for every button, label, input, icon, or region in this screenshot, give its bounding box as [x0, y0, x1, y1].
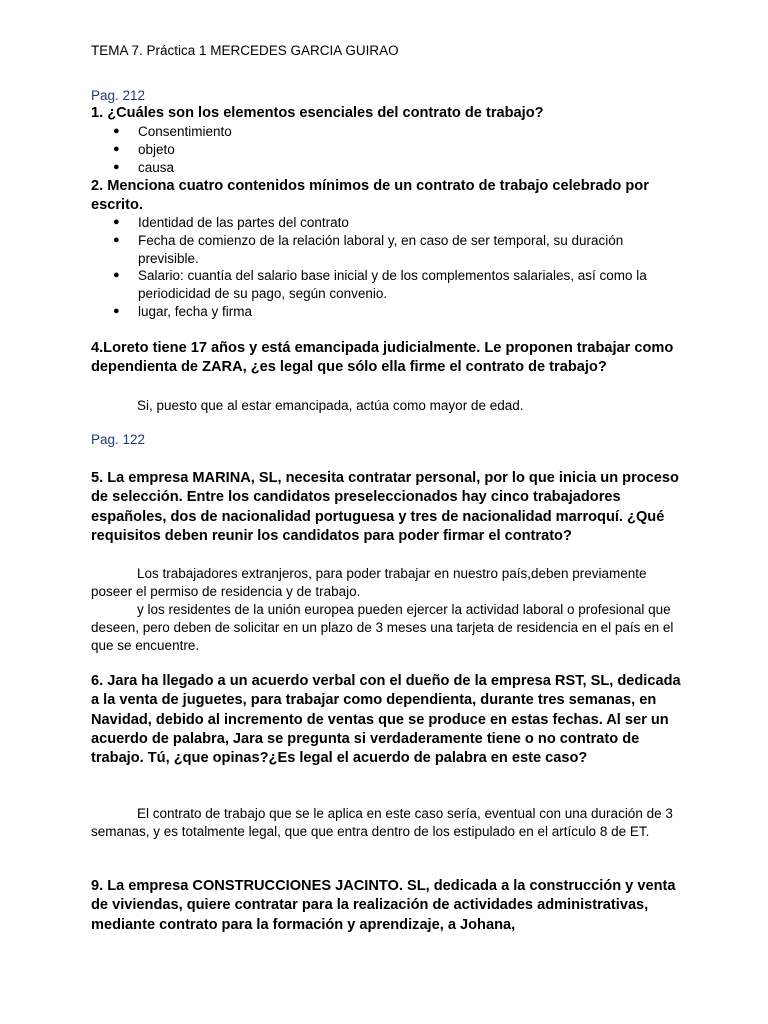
list-item: ● lugar, fecha y firma [113, 303, 253, 319]
list-item: ● Salario: cuantía del salario base inicial y de los complementos salariales, así como la periodicidad de su pago, según convenio. [113, 268, 647, 302]
document-header: TEMA 7. Práctica 1 MERCEDES GARCIA GUIRAO [91, 43, 399, 58]
list-item: ● Consentimiento [113, 124, 232, 139]
bullet-icon: ● [113, 269, 120, 282]
answer-5 [91, 565, 681, 655]
page-reference-212: Pag. 212 [91, 88, 146, 103]
question-2: 2. Menciona cuatro contenidos mínimos de un contrato de trabajo celebrado por escrito. [91, 178, 649, 214]
bullet-icon: ● [113, 125, 120, 137]
answer-5-paragraph-1: Los trabajadores extranjeros, para poder trabajar en nuestro país,deben previamente poseer el permiso de residencia y de trabajo. [91, 566, 647, 599]
page-reference-122: Pag. 122 [91, 432, 146, 447]
bullet-icon: ● [113, 160, 120, 173]
list-item: ● objeto [113, 141, 175, 157]
answer-5-paragraph-2: y los residentes de la unión europea pueden ejercer la actividad laboral o profesional que deseen, pero deben de solicitar en un plazo de 3 meses una tarjeta de residencia en el país en el que se encuentre. [91, 602, 674, 653]
bullet-icon: ● [113, 216, 120, 228]
question-5: 5. La empresa MARINA, SL, necesita contratar personal, por lo que inicia un proceso de selección. Entre los candidatos preseleccionados hay cinco trabajadores españoles, dos de nacionalidad portuguesa y tres de nacionalidad marroquí. ¿Qué requisitos deben reunir los candidatos para poder firmar el contrato? [91, 470, 679, 544]
list-item: ● Identidad de las partes del contrato [113, 215, 349, 230]
bullet-icon: ● [113, 304, 120, 317]
question-1: 1. ¿Cuáles son los elementos esenciales del contrato de trabajo? [91, 105, 544, 121]
question-4: 4.Loreto tiene 17 años y está emancipada judicialmente. Le proponen trabajar como dependienta de ZARA, ¿es legal que sólo ella firme el contrato de trabajo? [91, 340, 674, 376]
list-item: ● causa [113, 159, 175, 175]
bullet-icon: ● [113, 142, 120, 155]
question-6: 6. Jara ha llegado a un acuerdo verbal con el dueño de la empresa RST, SL, dedicada a la venta de juguetes, para trabajar como dependienta, durante tres semanas, en Navidad, debido al incremento de ventas que se produce en estas fechas. Al ser un acuerdo de palabra, Jara se pregunta si verdaderamente tiene o no contrato de trabajo. Tú, ¿que opinas?¿Es legal el acuerdo de palabra en este caso? [91, 673, 681, 767]
answer-4: Si, puesto que al estar emancipada, actúa como mayor de edad. [137, 398, 524, 413]
question-2-list [91, 214, 681, 321]
list-item: ● Fecha de comienzo de la relación laboral y, en caso de ser temporal, su duración previsible. [113, 232, 624, 266]
question-9: 9. La empresa CONSTRUCCIONES JACINTO. SL, dedicada a la construcción y venta de viviendas, quiere contratar para la realización de actividades administrativas, mediante contrato para la formación y aprendizaje, a Johana, [91, 878, 676, 933]
answer-6: El contrato de trabajo que se le aplica en este caso sería, eventual con una duración de 3 semanas, y es totalmente legal, que que entra dentro de los estipulado en el artículo 8 de ET. [91, 806, 673, 839]
question-1-list [91, 123, 681, 176]
bullet-icon: ● [113, 233, 120, 246]
